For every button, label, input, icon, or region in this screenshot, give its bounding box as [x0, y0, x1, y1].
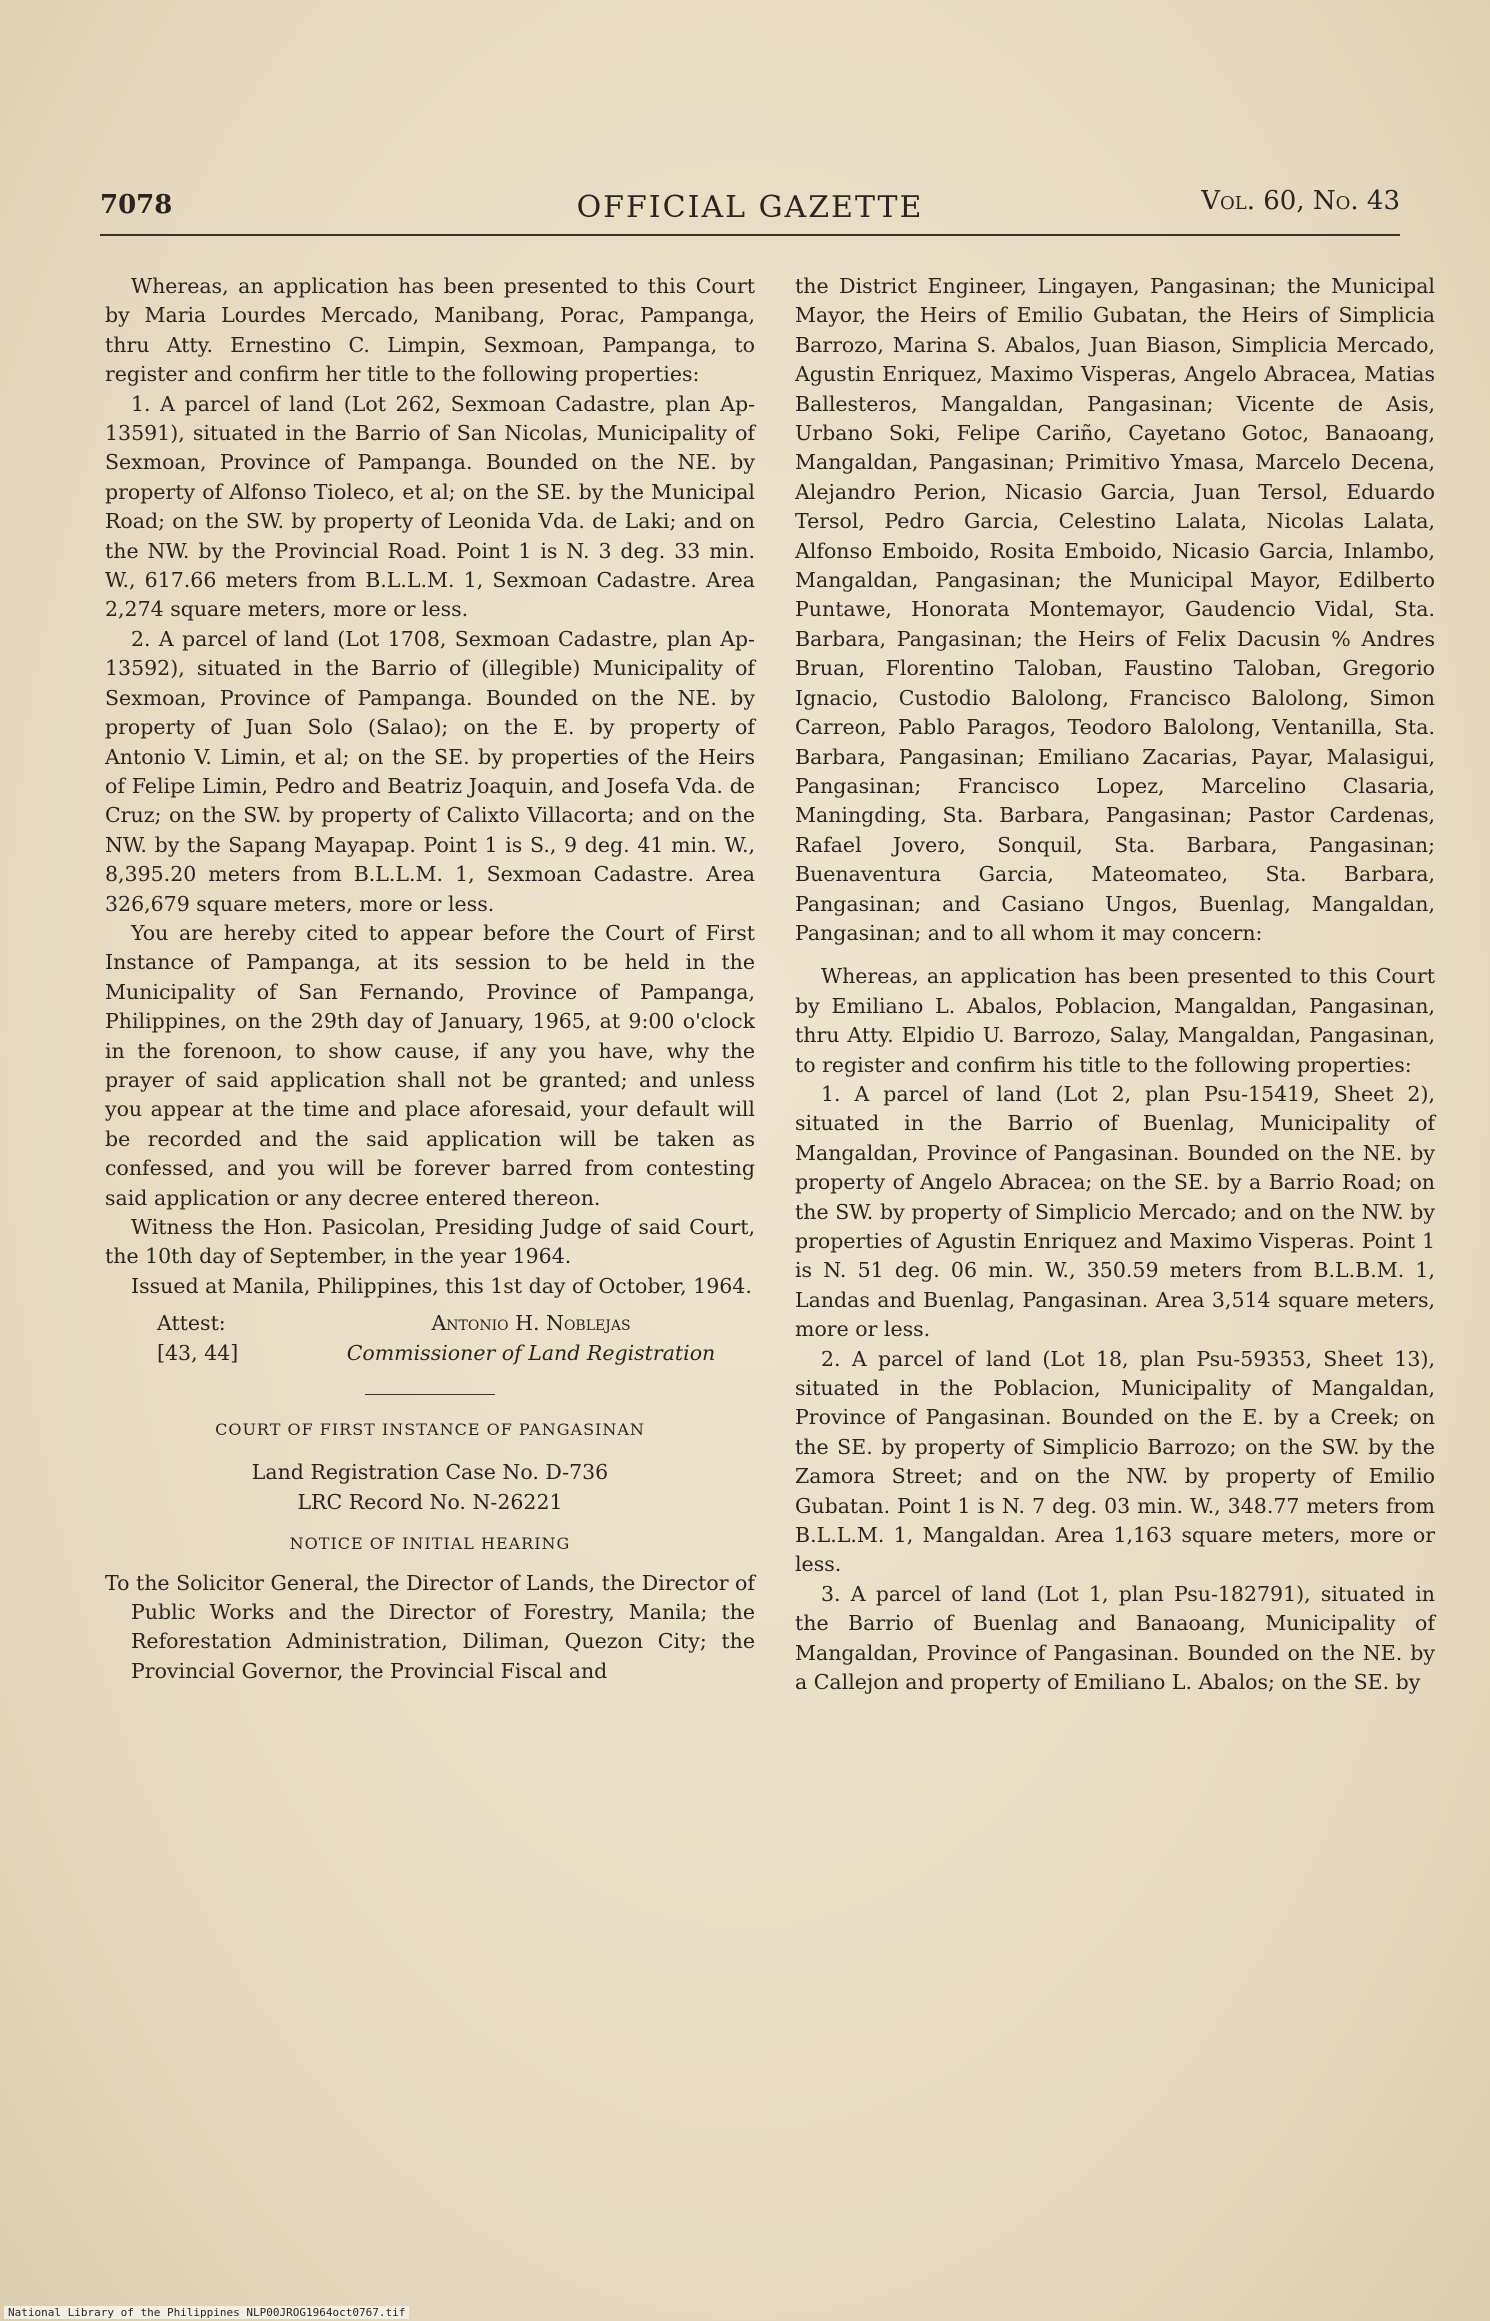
paragraph: Whereas, an application has been presented to this Court by Maria Lourdes Mercado, Manibang, Porac, Pampanga, thru Atty. Ernestino C. Limpin, Sexmoan, Pampanga, to register and confirm her title to the following properties:	[105, 274, 755, 387]
paragraph: the District Engineer, Lingayen, Pangasinan; the Municipal Mayor, the Heirs of Emilio Gubatan, the Heirs of Simplicia Barrozo, Marina S. Abalos, Juan Biason, Simplicia Mercado, Agustin Enriquez, Maximo Visperas, Angelo Abracea, Matias Ballesteros, Mangaldan, Pangasinan; Vicente de Asis, Urbano Soki, Felipe Cariño, Cayetano Gotoc, Banaoang, Mangaldan, Pangasinan; Primitivo Ymasa, Marcelo Decena, Alejandro Perion, Nicasio Garcia, Juan Tersol, Eduardo Tersol, Pedro Garcia, Celestino Lalata, Nicolas Lalata, Alfonso Emboido, Rosita Emboido, Nicasio Garcia, Inlambo, Mangaldan, Pangasinan; the Municipal Mayor, Edilberto Puntawe, Honorata Montemayor, Gaudencio Vidal, Sta. Barbara, Pangasinan; the Heirs of Felix Dacusin % Andres Bruan, Florentino Taloban, Faustino Taloban, Gregorio Ignacio, Custodio Balolong, Francisco Balolong, Simon Carreon, Pablo Paragos, Teodoro Balolong, Ventanilla, Sta. Barbara, Pangasinan; Emiliano Zacarias, Payar, Malasigui, Pangasinan; Francisco Lopez, Marcelino Clasaria, Maningding, Sta. Barbara, Pangasinan; Pastor Cardenas, Rafael Jovero, Sonquil, Sta. Barbara, Pangasinan; Buenaventura Garcia, Mateomateo, Sta. Barbara, Pangasinan; and Casiano Ungos, Buenlag, Mangaldan, Pangasinan; and to all whom it may concern:	[795, 274, 1435, 945]
court-heading: COURT OF FIRST INSTANCE OF PANGASINAN	[215, 1420, 645, 1440]
attest-block	[105, 1309, 755, 1368]
lrc-record: LRC Record No. N-26221	[297, 1489, 563, 1514]
paragraph: 1. A parcel of land (Lot 2, plan Psu-15419, Sheet 2), situated in the Barrio of Buenlag, Municipality of Mangaldan, Province of Pangasinan. Bounded on the NE. by property of Angelo Abracea; on the SE. by a Barrio Road; on the SW. by property of Simplicio Mercado; and on the NW. by properties of Agustin Enriquez and Maximo Visperas. Point 1 is N. 51 deg. 06 min. W., 350.59 meters from B.L.B.M. 1, Landas and Buenlag, Pangasinan. Area 3,514 square meters, more or less.	[795, 1081, 1435, 1342]
paragraph: 3. A parcel of land (Lot 1, plan Psu-182791), situated in the Barrio of Buenlag and Banaoang, Municipality of Mangaldan, Province of Pangasinan. Bounded on the NE. by a Callejon and property of Emiliano L. Abalos; on the SE. by	[795, 1581, 1435, 1695]
paragraph: Issued at Manila, Philippines, this 1st day of October, 1964.	[131, 1273, 752, 1298]
right-column	[795, 272, 1435, 1698]
paragraph: Whereas, an application has been presented to this Court by Emiliano L. Abalos, Poblacion, Mangaldan, Pangasinan, thru Atty. Elpidio U. Barrozo, Salay, Mangaldan, Pangasinan, to register and confirm his title to the following properties:	[795, 964, 1435, 1077]
paragraph: You are hereby cited to appear before the Court of First Instance of Pampanga, at its session to be held in the Municipality of San Fernando, Province of Pampanga, Philippines, on the 29th day of January, 1965, at 9:00 o'clock in the forenoon, to show cause, if any you have, why the prayer of said application shall not be granted; and unless you appear at the time and place aforesaid, your default will be recorded and the said application will be taken as confessed, and you will be forever barred from contesting said application or any decree entered thereon.	[105, 920, 755, 1210]
case-number: Land Registration Case No. D-736	[251, 1460, 609, 1485]
publication-title: OFFICIAL GAZETTE	[576, 190, 924, 225]
left-column	[105, 272, 755, 1686]
paragraph: 1. A parcel of land (Lot 262, Sexmoan Cadastre, plan Ap-13591), situated in the Barrio of San Nicolas, Municipality of Sexmoan, Province of Pampanga. Bounded on the NE. by property of Alfonso Tioleco, et al; on the SE. by the Municipal Road; on the SW. by property of Leonida Vda. de Laki; and on the NW. by the Provincial Road. Point 1 is N. 3 deg. 33 min. W., 617.66 meters from B.L.L.M. 1, Sexmoan Cadastre. Area 2,274 square meters, more or less.	[105, 391, 755, 622]
section-divider	[365, 1394, 495, 1395]
paragraph: 2. A parcel of land (Lot 1708, Sexmoan Cadastre, plan Ap-13592), situated in the Barrio of (illegible) Municipality of Sexmoan, Province of Pampanga. Bounded on the NE. by property of Juan Solo (Salao); on the E. by property of Antonio V. Limin, et al; on the SE. by properties of the Heirs of Felipe Limin, Pedro and Beatriz Joaquin, and Josefa Vda. de Cruz; on the SW. by property of Calixto Villacorta; and on the NW. by the Sapang Mayapap. Point 1 is S., 9 deg. 41 min. W., 8,395.20 meters from B.L.L.M. 1, Sexmoan Cadastre. Area 326,679 square meters, more or less.	[105, 626, 755, 916]
attest-code: [43, 44]	[157, 1340, 239, 1365]
page-header	[100, 186, 1400, 230]
page-number: 7078	[100, 190, 173, 220]
scan-footer: National Library of the Philippines NLP00JROG1964oct0767.tif	[4, 2306, 409, 2319]
notice-heading: NOTICE OF INITIAL HEARING	[289, 1534, 571, 1554]
attest-title: Commissioner of Land Registration	[346, 1340, 716, 1365]
addressee-paragraph: To the Solicitor General, the Director of Lands, the Director of Public Works and the Director of Forestry, Manila; the Reforestation Administration, Diliman, Quezon City; the Provincial Governor, the Provincial Fiscal and	[105, 1570, 755, 1683]
header-rule	[100, 234, 1400, 236]
paragraph: 2. A parcel of land (Lot 18, plan Psu-59353, Sheet 13), situated in the Poblacion, Municipality of Mangaldan, Province of Pangasinan. Bounded on the E. by a Creek; on the SE. by property of Simplicio Barrozo; on the SW. by the Zamora Street; and on the NW. by property of Emilio Gubatan. Point 1 is N. 7 deg. 03 min. W., 348.77 meters from B.L.L.M. 1, Mangaldan. Area 1,163 square meters, more or less.	[795, 1346, 1435, 1577]
attest-name: Antonio H. Noblejas	[431, 1311, 631, 1336]
paragraph: Witness the Hon. Pasicolan, Presiding Judge of said Court, the 10th day of September, in the year 1964.	[105, 1215, 755, 1269]
volume-info: Vol. 60, No. 43	[1201, 186, 1400, 216]
attest-label: Attest:	[157, 1311, 226, 1336]
